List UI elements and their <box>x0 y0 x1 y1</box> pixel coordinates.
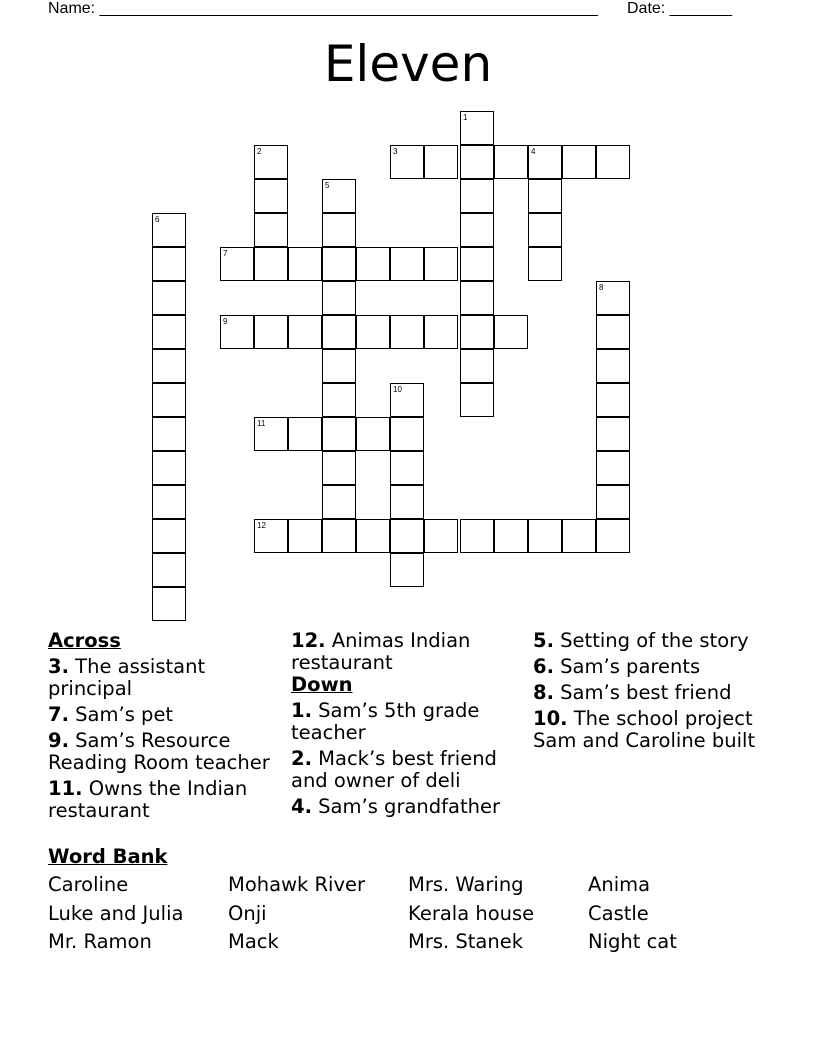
crossword-cell[interactable] <box>152 587 186 621</box>
clue-number: 7. <box>48 703 69 726</box>
crossword-cell[interactable] <box>390 145 424 179</box>
cell-number: 9 <box>223 317 228 326</box>
crossword-cell[interactable] <box>460 179 494 213</box>
clue-text: Sam’s pet <box>68 703 174 726</box>
crossword-cell[interactable] <box>494 315 528 349</box>
crossword-cell[interactable] <box>390 485 424 519</box>
word-bank-item: Mr. Ramon <box>48 930 152 953</box>
crossword-cell[interactable] <box>390 519 424 553</box>
word-bank-item: Mrs. Stanek <box>408 930 524 953</box>
word-bank-item: Anima <box>588 873 651 896</box>
clue-number: 9. <box>48 729 69 752</box>
crossword-cell[interactable] <box>322 247 356 281</box>
clue-text: Owns the Indian restaurant <box>48 777 248 822</box>
crossword-cell[interactable] <box>288 315 322 349</box>
crossword-cell[interactable] <box>356 315 390 349</box>
crossword-cell[interactable] <box>322 417 356 451</box>
crossword-cell[interactable] <box>424 145 458 179</box>
crossword-cell[interactable] <box>254 179 288 213</box>
crossword-cell[interactable] <box>322 519 356 553</box>
crossword-cell[interactable] <box>562 519 596 553</box>
crossword-cell[interactable] <box>152 553 186 587</box>
clue-number: 12. <box>291 629 326 652</box>
crossword-cell[interactable] <box>254 315 288 349</box>
clue-down-5 <box>533 630 768 652</box>
word-bank-item: Caroline <box>48 873 129 896</box>
crossword-cell[interactable] <box>322 383 356 417</box>
crossword-cell[interactable] <box>254 417 288 451</box>
crossword-cell[interactable] <box>528 519 562 553</box>
crossword-cell[interactable] <box>460 111 494 145</box>
cell-number: 8 <box>599 283 604 292</box>
crossword-cell[interactable] <box>288 519 322 553</box>
clue-text: Animas Indian restaurant <box>291 629 471 674</box>
crossword-cell[interactable] <box>460 281 494 315</box>
crossword-cell[interactable] <box>356 417 390 451</box>
crossword-cell[interactable] <box>460 247 494 281</box>
cell-number: 5 <box>325 181 330 190</box>
crossword-cell[interactable] <box>494 145 528 179</box>
crossword-cell[interactable] <box>528 247 562 281</box>
crossword-cell[interactable] <box>254 145 288 179</box>
clue-number: 1. <box>291 699 312 722</box>
clue-number: 10. <box>533 707 568 730</box>
crossword-cell[interactable] <box>390 417 424 451</box>
crossword-cell[interactable] <box>254 247 288 281</box>
clue-text: Sam’s grandfather <box>311 795 500 818</box>
cell-number: 7 <box>223 249 228 258</box>
down-heading: Down <box>291 673 353 696</box>
crossword-cell[interactable] <box>424 519 458 553</box>
cell-number: 1 <box>463 113 468 122</box>
clue-down-8 <box>533 682 768 704</box>
clue-across-9 <box>48 730 283 774</box>
crossword-cell[interactable] <box>356 247 390 281</box>
clue-text: Sam’s Resource Reading Room teacher <box>48 729 270 774</box>
clue-text: Sam’s 5th grade teacher <box>291 699 480 744</box>
clue-text: Sam’s parents <box>553 655 701 678</box>
clue-column-1 <box>48 630 283 822</box>
crossword-cell[interactable] <box>460 315 494 349</box>
crossword-cell[interactable] <box>152 383 186 417</box>
crossword-cell[interactable] <box>596 451 630 485</box>
crossword-cell[interactable] <box>288 417 322 451</box>
crossword-cell[interactable] <box>152 213 186 247</box>
clue-text: The assistant principal <box>48 655 206 700</box>
word-bank-item: Kerala house <box>408 902 535 925</box>
crossword-cell[interactable] <box>562 145 596 179</box>
cell-number: 2 <box>257 147 262 156</box>
crossword-cell[interactable] <box>596 519 630 553</box>
crossword-cell[interactable] <box>596 145 630 179</box>
cell-number: 11 <box>257 419 266 428</box>
crossword-cell[interactable] <box>596 315 630 349</box>
clue-across-3 <box>48 656 283 700</box>
crossword-cell[interactable] <box>596 281 630 315</box>
clue-down-1 <box>291 700 521 744</box>
clue-across-12 <box>291 630 521 674</box>
crossword-cell[interactable] <box>322 485 356 519</box>
crossword-cell[interactable] <box>322 213 356 247</box>
clue-column-3 <box>533 630 768 752</box>
clue-down-2 <box>291 748 521 792</box>
crossword-cell[interactable] <box>254 213 288 247</box>
crossword-cell[interactable] <box>322 179 356 213</box>
crossword-cell[interactable] <box>494 519 528 553</box>
crossword-cell[interactable] <box>528 179 562 213</box>
clue-across-7 <box>48 704 283 726</box>
crossword-cell[interactable] <box>220 315 254 349</box>
crossword-cell[interactable] <box>596 383 630 417</box>
crossword-cell[interactable] <box>322 281 356 315</box>
clue-number: 4. <box>291 795 312 818</box>
crossword-cell[interactable] <box>390 553 424 587</box>
crossword-cell[interactable] <box>322 349 356 383</box>
crossword-cell[interactable] <box>220 247 254 281</box>
clue-text: Mack’s best friend and owner of deli <box>291 747 497 792</box>
across-heading: Across <box>48 629 121 652</box>
crossword-cell[interactable] <box>356 519 390 553</box>
crossword-cell[interactable] <box>390 247 424 281</box>
crossword-cell[interactable] <box>460 383 494 417</box>
cell-number: 12 <box>257 521 266 530</box>
date-field-label[interactable]: Date: _______ <box>627 0 732 17</box>
crossword-cell[interactable] <box>152 519 186 553</box>
word-bank-item: Luke and Julia <box>48 902 184 925</box>
clue-number: 2. <box>291 747 312 770</box>
crossword-cell[interactable] <box>152 281 186 315</box>
word-bank-item: Mrs. Waring <box>408 873 524 896</box>
crossword-cell[interactable] <box>322 315 356 349</box>
cell-number: 3 <box>393 147 398 156</box>
crossword-cell[interactable] <box>460 349 494 383</box>
cell-number: 6 <box>155 215 160 224</box>
crossword-cell[interactable] <box>152 451 186 485</box>
word-bank-item: Castle <box>588 902 649 925</box>
crossword-cell[interactable] <box>288 247 322 281</box>
clue-across-11 <box>48 778 283 822</box>
clue-down-10 <box>533 708 768 752</box>
clue-down-6 <box>533 656 768 678</box>
crossword-cell[interactable] <box>254 519 288 553</box>
clue-number: 6. <box>533 655 554 678</box>
word-bank-item: Mohawk River <box>228 873 366 896</box>
crossword-cell[interactable] <box>152 315 186 349</box>
clue-text: The school project Sam and Caroline built <box>533 707 756 752</box>
clue-number: 5. <box>533 629 554 652</box>
crossword-cell[interactable] <box>424 247 458 281</box>
crossword-cell[interactable] <box>390 383 424 417</box>
cell-number: 10 <box>393 385 402 394</box>
crossword-cell[interactable] <box>528 145 562 179</box>
clue-down-4 <box>291 796 521 818</box>
crossword-cell[interactable] <box>390 451 424 485</box>
clue-number: 8. <box>533 681 554 704</box>
word-bank-heading: Word Bank <box>48 845 168 868</box>
clue-number: 11. <box>48 777 83 800</box>
clue-text: Setting of the story <box>553 629 749 652</box>
crossword-cell[interactable] <box>152 247 186 281</box>
clue-number: 3. <box>48 655 69 678</box>
crossword-cell[interactable] <box>322 451 356 485</box>
clue-column-2 <box>291 630 521 818</box>
crossword-cell[interactable] <box>596 485 630 519</box>
crossword-cell[interactable] <box>424 315 458 349</box>
crossword-cell[interactable] <box>596 417 630 451</box>
page-title: Eleven <box>323 35 493 93</box>
crossword-cell[interactable] <box>460 145 494 179</box>
word-bank-item: Mack <box>228 930 279 953</box>
crossword-cell[interactable] <box>460 213 494 247</box>
word-bank-item: Night cat <box>588 930 677 953</box>
crossword-cell[interactable] <box>528 213 562 247</box>
clue-text: Sam’s best friend <box>553 681 732 704</box>
crossword-cell[interactable] <box>460 519 494 553</box>
crossword-cell[interactable] <box>390 315 424 349</box>
word-bank-item: Onji <box>228 902 267 925</box>
crossword-cell[interactable] <box>152 485 186 519</box>
crossword-cell[interactable] <box>596 349 630 383</box>
crossword-cell[interactable] <box>152 349 186 383</box>
crossword-cell[interactable] <box>152 417 186 451</box>
cell-number: 4 <box>531 147 536 156</box>
name-field-label[interactable]: Name: ________________________________________________________ <box>48 0 598 17</box>
